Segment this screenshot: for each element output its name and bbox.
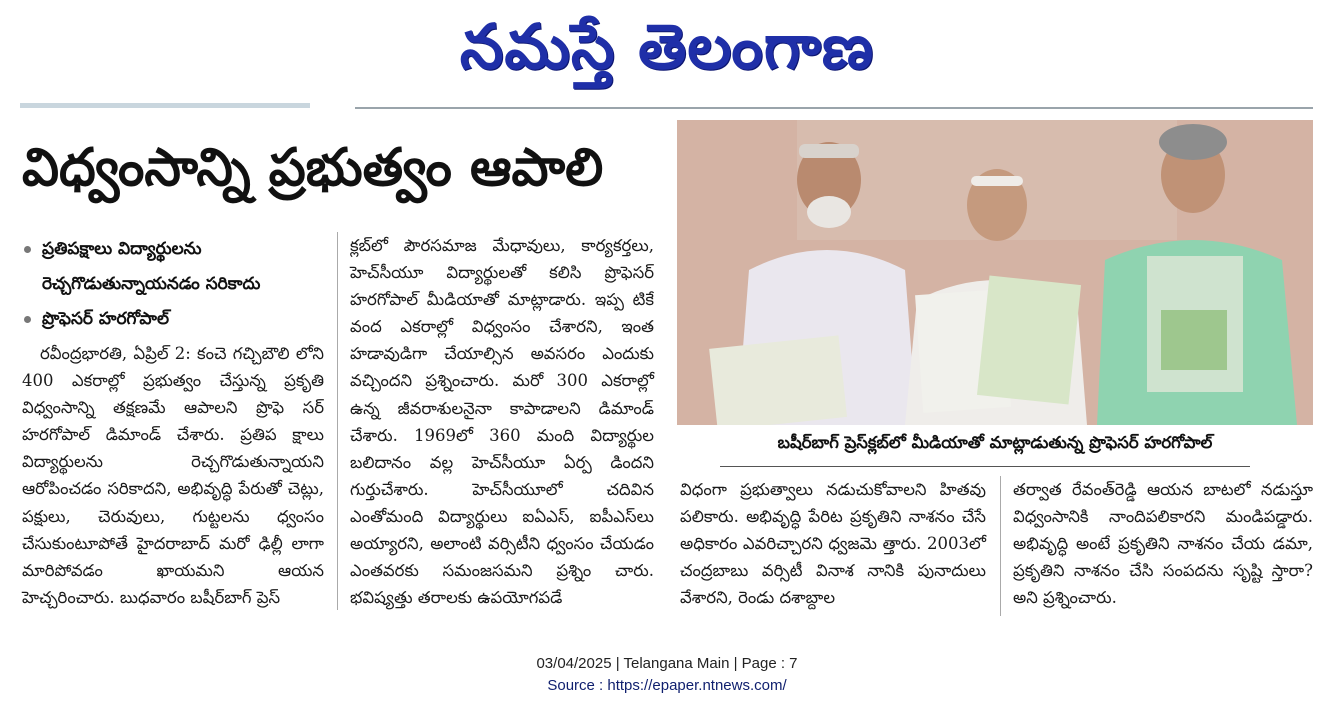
article-column-3: విధంగా ప్రభుత్వాలు నడుచుకోవాలని హితవు పలికారు. అభివృద్ధి పేరిట ప్రకృతిని నాశనం చేసే అధికారం ఎవరిచ్చారని ధ్వజమె త్తారు. 2003లో చంద్రబాబు వర్సిటీ వినాశ నానికి పునాదులు వేశారని, రెండు దశాబ్దాల	[680, 480, 986, 608]
bullet-text: రెచ్చగొడుతున్నాయనడం సరికాదు	[42, 274, 261, 294]
footer-date-line: 03/04/2025 | Telangana Main | Page : 7	[536, 655, 798, 672]
column-divider	[1000, 476, 1001, 616]
caption-rule	[720, 466, 1250, 467]
article-column-4: తర్వాత రేవంత్‌రెడ్డి ఆయన బాటలో నడుస్తూ విధ్వంసానికి నాందిపలికారని మండిపడ్డారు. అభివృద్ధి అంటే ప్రకృతిని నాశనం చేయ డమా, ప్రకృతిని నాశనం చేసి సంపదను సృష్టి స్తారా? అని ప్రశ్నించారు.	[1013, 480, 1313, 608]
masthead-title: నమస్తే తెలంగాణ	[459, 10, 875, 83]
masthead-rule-left	[20, 103, 310, 108]
footer-source-line: Source : https://epaper.ntnews.com/	[547, 677, 787, 694]
article-column-2: క్లబ్‌లో పౌరసమాజ మేధావులు, కార్యకర్తలు, హెచ్‌సీయూ విద్యార్థులతో కలిసి ప్రొఫెసర్ హరగోపాల్ మీడియాతో మాట్లాడారు. ఇప్ప టికే వంద ఎకరాల్లో విధ్వంసం చేశారని, ఇంత హడావుడిగా చేయాల్సిన అవసరం ఎందుకు వచ్చిందని ప్రశ్నించారు. మరో 300 ఎకరాల్లో ఉన్న జీవరాశులనైనా కాపాడాలని డిమాండ్ చేశారు. 1969లో 360 మంది విద్యార్థుల బలిదానం వల్ల హెచ్‌సీయూ ఏర్ప డిందని గుర్తుచేశారు. హెచ్‌సీయూలో చదివిన ఎంతోమంది విద్యార్థులు ఐఏఎస్, ఐపీఎస్‌లు అయ్యారని, అలాంటి వర్సిటీని ధ్వంసం చేయడం ఎంతవరకు సమంజసమని ప్రశ్నిం చారు. భవిష్యత్తు తరాలకు ఉపయోగపడే	[350, 236, 654, 608]
column-divider	[337, 232, 338, 610]
bullet-dot-icon	[24, 246, 31, 253]
article-photo	[677, 120, 1313, 425]
photo-illustration	[677, 120, 1313, 425]
bullet-item-continued	[22, 267, 342, 302]
bullet-dot-icon	[24, 316, 31, 323]
bullet-item	[22, 302, 342, 337]
bullet-text: ప్రొఫెసర్ హరగోపాల్	[42, 309, 170, 329]
article-column-1: రవీంద్రభారతి, ఏప్రిల్ 2: కంచె గచ్చిబౌలి లోని 400 ఎకరాల్లో ప్రభుత్వం చేస్తున్న ప్రకృతి విధ్వంసాన్ని తక్షణమే ఆపాలని ప్రొఫె సర్ హరగోపాల్ డిమాండ్ చేశారు. ప్రతిప క్షాలు విద్యార్థులను రెచ్చగొడుతున్నాయని ఆరోపించడం సరికాదని, అభివృద్ధి పేరుతో చెట్లు, పక్షులు, చెరువులు, గుట్టలను ధ్వంసం చేసుకుంటూపోతే హైదరాబాద్ మరో ఢిల్లీ లాగా మారిపోవడం ఖాయమని ఆయన హెచ్చరించారు. బుధవారం బషీర్‌బాగ్ ప్రెస్	[22, 344, 324, 607]
photo-caption: బషీర్‌బాగ్ ప్రెస్‌క్లబ్‌లో మీడియాతో మాట్లాడుతున్న ప్రొఫెసర్ హరగోపాల్	[777, 433, 1213, 452]
bullet-text: ప్రతిపక్షాలు విద్యార్థులను	[42, 239, 202, 259]
article-bullets	[22, 232, 342, 337]
page-footer	[0, 653, 1334, 697]
bullet-item	[22, 232, 342, 267]
masthead-rule-right	[355, 107, 1313, 109]
article-headline: విధ్వంసాన్ని ప్రభుత్వం ఆపాలి	[22, 138, 604, 198]
